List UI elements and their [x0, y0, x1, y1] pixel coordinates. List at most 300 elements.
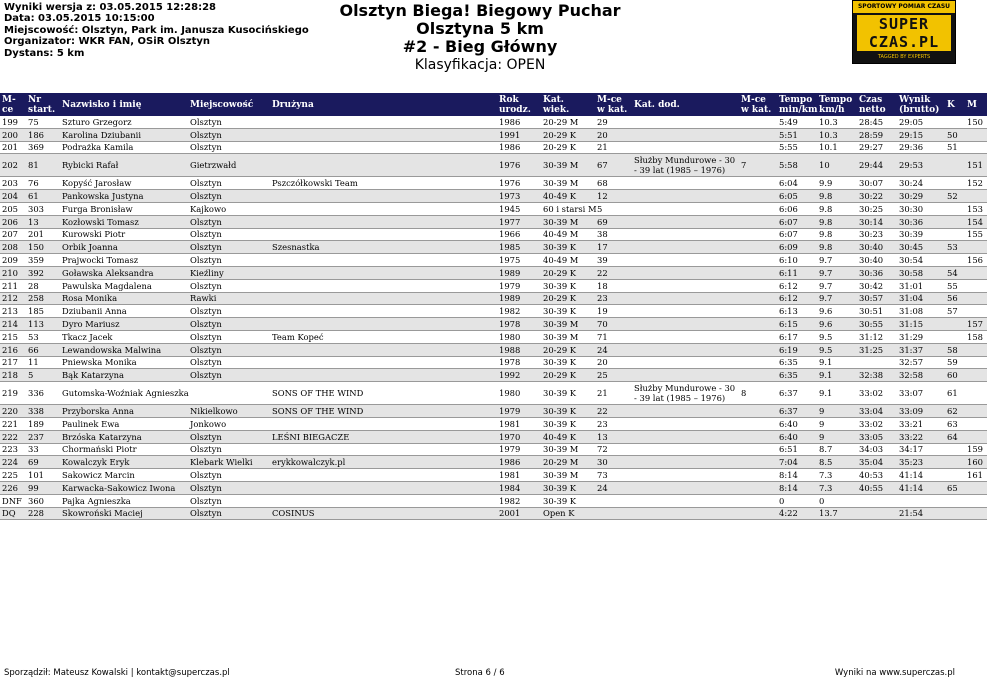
cell-men-place: [965, 190, 987, 203]
cell-net-time: 29:27: [857, 141, 897, 154]
cell-net-time: 34:03: [857, 443, 897, 456]
cell-age-category: 30-39 K: [541, 417, 595, 430]
cell-extra-category-place: [739, 305, 777, 318]
cell-net-time: 35:04: [857, 456, 897, 469]
col-category-place[interactable]: M-ce w kat.: [595, 93, 632, 116]
cell-men-place: [965, 494, 987, 507]
cell-category-place: 22: [595, 266, 632, 279]
cell-birth-year: 1980: [497, 330, 541, 343]
cell-extra-category: [632, 356, 739, 369]
cell-name: Furga Bronisław: [60, 202, 188, 215]
col-gross-time[interactable]: Wynik (brutto): [897, 93, 945, 116]
col-men-place[interactable]: M: [965, 93, 987, 116]
cell-place: 203: [0, 177, 26, 190]
cell-team: [270, 141, 497, 154]
table-row: [0, 456, 987, 469]
cell-place: 218: [0, 369, 26, 382]
cell-age-category: 20-29 K: [541, 292, 595, 305]
cell-extra-category-place: [739, 266, 777, 279]
cell-place: 214: [0, 318, 26, 331]
table-row: [0, 430, 987, 443]
cell-extra-category: [632, 456, 739, 469]
cell-age-category: 30-39 K: [541, 279, 595, 292]
cell-place: DNF: [0, 494, 26, 507]
table-row: [0, 254, 987, 267]
cell-city: Olsztyn: [188, 330, 270, 343]
cell-women-place: [945, 177, 965, 190]
cell-extra-category: [632, 292, 739, 305]
col-birth-year[interactable]: Rok urodz.: [497, 93, 541, 116]
cell-birth-year: 1966: [497, 228, 541, 241]
table-row: [0, 279, 987, 292]
cell-team: [270, 190, 497, 203]
cell-category-place: 21: [595, 382, 632, 405]
cell-women-place: 52: [945, 190, 965, 203]
cell-gross-time: [897, 494, 945, 507]
cell-men-place: 156: [965, 254, 987, 267]
cell-net-time: 33:02: [857, 382, 897, 405]
cell-gross-time: 41:14: [897, 469, 945, 482]
cell-city: Nikielkowo: [188, 405, 270, 418]
cell-extra-category-place: [739, 228, 777, 241]
cell-city: Rawki: [188, 292, 270, 305]
cell-name: Pankowska Justyna: [60, 190, 188, 203]
table-row: [0, 305, 987, 318]
table-row: [0, 356, 987, 369]
table-row: [0, 190, 987, 203]
cell-gross-time: 31:29: [897, 330, 945, 343]
cell-place: 224: [0, 456, 26, 469]
cell-extra-category-place: [739, 507, 777, 520]
cell-bib: 76: [26, 177, 60, 190]
cell-pace: 0: [777, 494, 817, 507]
table-row: [0, 228, 987, 241]
cell-age-category: 30-39 K: [541, 305, 595, 318]
col-speed[interactable]: Tempo km/h: [817, 93, 857, 116]
cell-men-place: [965, 141, 987, 154]
cell-pace: 5:55: [777, 141, 817, 154]
cell-gross-time: 30:39: [897, 228, 945, 241]
cell-net-time: 31:12: [857, 330, 897, 343]
cell-place: 200: [0, 128, 26, 141]
cell-pace: 6:40: [777, 417, 817, 430]
cell-bib: 99: [26, 481, 60, 494]
cell-gross-time: 35:23: [897, 456, 945, 469]
cell-net-time: 30:51: [857, 305, 897, 318]
logo-word-1: SUPER: [878, 15, 930, 33]
cell-place: 223: [0, 443, 26, 456]
cell-bib: 81: [26, 154, 60, 177]
cell-speed: 9.7: [817, 254, 857, 267]
cell-city: Olsztyn: [188, 228, 270, 241]
cell-name: Sakowicz Marcin: [60, 469, 188, 482]
cell-speed: 7.3: [817, 469, 857, 482]
cell-men-place: [965, 305, 987, 318]
cell-bib: 189: [26, 417, 60, 430]
cell-extra-category: [632, 405, 739, 418]
cell-gross-time: 30:36: [897, 215, 945, 228]
col-women-place[interactable]: K: [945, 93, 965, 116]
cell-age-category: 30-39 K: [541, 241, 595, 254]
cell-extra-category: [632, 369, 739, 382]
cell-women-place: [945, 215, 965, 228]
cell-age-category: 30-39 M: [541, 443, 595, 456]
cell-net-time: 40:55: [857, 481, 897, 494]
table-row: [0, 443, 987, 456]
event-location: Miejscowość: Olsztyn, Park im. Janusza Kusocińskiego: [4, 24, 309, 36]
cell-place: 216: [0, 343, 26, 356]
cell-category-place: 72: [595, 443, 632, 456]
cell-women-place: [945, 254, 965, 267]
table-row: [0, 266, 987, 279]
cell-extra-category: Służby Mundurowe - 30 - 39 lat (1985 – 1976): [632, 382, 739, 405]
page-number: Strona 6 / 6: [455, 668, 505, 678]
logo-wordmark: [857, 15, 951, 51]
cell-men-place: [965, 356, 987, 369]
cell-gross-time: 41:14: [897, 481, 945, 494]
table-row: [0, 382, 987, 405]
cell-age-category: 30-39 K: [541, 356, 595, 369]
cell-extra-category-place: [739, 405, 777, 418]
cell-city: Olsztyn: [188, 481, 270, 494]
cell-extra-category-place: [739, 343, 777, 356]
cell-birth-year: 1979: [497, 279, 541, 292]
cell-pace: 6:10: [777, 254, 817, 267]
cell-pace: 6:37: [777, 382, 817, 405]
cell-birth-year: 1981: [497, 417, 541, 430]
cell-speed: 9.7: [817, 266, 857, 279]
col-team[interactable]: Drużyna: [270, 93, 497, 116]
cell-city: Gietrzwałd: [188, 154, 270, 177]
cell-net-time: 30:40: [857, 254, 897, 267]
cell-city: Olsztyn: [188, 494, 270, 507]
table-row: [0, 417, 987, 430]
cell-category-place: 68: [595, 177, 632, 190]
cell-place: 222: [0, 430, 26, 443]
cell-speed: 9.8: [817, 228, 857, 241]
table-row: [0, 215, 987, 228]
cell-city: [188, 382, 270, 405]
table-row: [0, 128, 987, 141]
cell-age-category: 30-39 M: [541, 177, 595, 190]
cell-place: 220: [0, 405, 26, 418]
cell-gross-time: 33:21: [897, 417, 945, 430]
cell-name: Prajwocki Tomasz: [60, 254, 188, 267]
cell-women-place: 53: [945, 241, 965, 254]
cell-team: Pszczółkowski Team: [270, 177, 497, 190]
cell-pace: 6:17: [777, 330, 817, 343]
cell-city: Olsztyn: [188, 254, 270, 267]
cell-age-category: 30-39 M: [541, 469, 595, 482]
cell-women-place: [945, 456, 965, 469]
cell-women-place: [945, 330, 965, 343]
col-extra-category-place[interactable]: M-ce w kat.: [739, 93, 777, 116]
table-row: [0, 507, 987, 520]
cell-category-place: 69: [595, 215, 632, 228]
cell-place: 210: [0, 266, 26, 279]
cell-men-place: [965, 481, 987, 494]
cell-speed: 9.1: [817, 356, 857, 369]
cell-name: Przyborska Anna: [60, 405, 188, 418]
cell-speed: 9.7: [817, 279, 857, 292]
cell-city: Olsztyn: [188, 279, 270, 292]
cell-bib: 33: [26, 443, 60, 456]
cell-women-place: [945, 116, 965, 128]
col-place[interactable]: M-ce: [0, 93, 26, 116]
cell-city: Olsztyn: [188, 469, 270, 482]
cell-speed: 0: [817, 494, 857, 507]
cell-extra-category: [632, 128, 739, 141]
cell-birth-year: 1973: [497, 190, 541, 203]
cell-women-place: [945, 154, 965, 177]
cell-age-category: 20-29 M: [541, 116, 595, 128]
col-age-category[interactable]: Kat. wiek.: [541, 93, 595, 116]
cell-category-place: 22: [595, 405, 632, 418]
cell-city: Olsztyn: [188, 128, 270, 141]
cell-city: Olsztyn: [188, 215, 270, 228]
cell-birth-year: 1984: [497, 481, 541, 494]
cell-pace: 5:58: [777, 154, 817, 177]
cell-pace: 5:51: [777, 128, 817, 141]
cell-age-category: 30-39 K: [541, 481, 595, 494]
cell-speed: 9.8: [817, 202, 857, 215]
cell-extra-category-place: [739, 254, 777, 267]
cell-women-place: 55: [945, 279, 965, 292]
cell-category-place: 67: [595, 154, 632, 177]
table-row: [0, 141, 987, 154]
cell-age-category: Open K: [541, 507, 595, 520]
footer-website: Wyniki na www.superczas.pl: [834, 668, 955, 678]
cell-net-time: [857, 494, 897, 507]
cell-men-place: 158: [965, 330, 987, 343]
cell-category-place: 73: [595, 469, 632, 482]
cell-bib: 258: [26, 292, 60, 305]
cell-city: Olsztyn: [188, 177, 270, 190]
cell-team: [270, 279, 497, 292]
cell-speed: 9.5: [817, 343, 857, 356]
cell-bib: 303: [26, 202, 60, 215]
cell-men-place: [965, 279, 987, 292]
cell-category-place: 12: [595, 190, 632, 203]
cell-women-place: [945, 507, 965, 520]
cell-extra-category: [632, 190, 739, 203]
cell-extra-category-place: [739, 116, 777, 128]
cell-pace: 7:04: [777, 456, 817, 469]
cell-bib: 336: [26, 382, 60, 405]
cell-pace: 6:51: [777, 443, 817, 456]
cell-bib: 75: [26, 116, 60, 128]
cell-speed: 9.8: [817, 215, 857, 228]
logo-word-2: CZAS.PL: [868, 33, 940, 51]
cell-place: 212: [0, 292, 26, 305]
cell-team: COSINUS: [270, 507, 497, 520]
cell-city: Olsztyn: [188, 443, 270, 456]
cell-pace: 6:13: [777, 305, 817, 318]
table-row: [0, 405, 987, 418]
cell-team: [270, 417, 497, 430]
col-city[interactable]: Miejscowość: [188, 93, 270, 116]
cell-extra-category: [632, 443, 739, 456]
cell-extra-category-place: [739, 356, 777, 369]
cell-speed: 8.5: [817, 456, 857, 469]
cell-category-place: 23: [595, 292, 632, 305]
cell-speed: 9: [817, 405, 857, 418]
cell-extra-category: [632, 469, 739, 482]
cell-category-place: 24: [595, 343, 632, 356]
cell-age-category: 40-49 M: [541, 254, 595, 267]
col-net-time[interactable]: Czas netto: [857, 93, 897, 116]
cell-extra-category-place: 7: [739, 154, 777, 177]
cell-birth-year: 1989: [497, 266, 541, 279]
cell-men-place: [965, 507, 987, 520]
cell-place: 221: [0, 417, 26, 430]
cell-city: Kajkowo: [188, 202, 270, 215]
cell-speed: 9.6: [817, 305, 857, 318]
cell-speed: 10.1: [817, 141, 857, 154]
cell-men-place: 153: [965, 202, 987, 215]
cell-extra-category-place: [739, 430, 777, 443]
cell-place: 209: [0, 254, 26, 267]
cell-team: [270, 469, 497, 482]
cell-men-place: 150: [965, 116, 987, 128]
cell-city: Olsztyn: [188, 116, 270, 128]
cell-gross-time: 34:17: [897, 443, 945, 456]
cell-bib: 201: [26, 228, 60, 241]
cell-gross-time: 32:58: [897, 369, 945, 382]
cell-gross-time: 30:45: [897, 241, 945, 254]
cell-name: Pniewska Monika: [60, 356, 188, 369]
cell-team: [270, 343, 497, 356]
cell-name: Rosa Monika: [60, 292, 188, 305]
cell-city: Olsztyn: [188, 430, 270, 443]
cell-women-place: 63: [945, 417, 965, 430]
cell-net-time: 40:53: [857, 469, 897, 482]
cell-women-place: 58: [945, 343, 965, 356]
cell-place: DQ: [0, 507, 26, 520]
cell-age-category: 20-29 K: [541, 141, 595, 154]
cell-net-time: 30:42: [857, 279, 897, 292]
cell-women-place: 65: [945, 481, 965, 494]
cell-extra-category-place: [739, 215, 777, 228]
cell-extra-category-place: [739, 177, 777, 190]
event-date: Data: 03.05.2015 10:15:00: [4, 13, 155, 25]
cell-name: Lewandowska Malwina: [60, 343, 188, 356]
col-extra-category[interactable]: Kat. dod.: [632, 93, 739, 116]
table-row: [0, 369, 987, 382]
col-pace[interactable]: Tempo min/km: [779, 94, 818, 115]
cell-women-place: 57: [945, 305, 965, 318]
cell-bib: 61: [26, 190, 60, 203]
cell-pace: 4:22: [777, 507, 817, 520]
cell-pace: 5:49: [777, 116, 817, 128]
cell-pace: 6:12: [777, 279, 817, 292]
cell-women-place: 60: [945, 369, 965, 382]
cell-age-category: 20-29 M: [541, 456, 595, 469]
cell-bib: 66: [26, 343, 60, 356]
cell-women-place: 61: [945, 382, 965, 405]
cell-place: 213: [0, 305, 26, 318]
cell-team: LEŚNI BIEGACZE: [270, 430, 497, 443]
cell-name: Skowroński Maciej: [60, 507, 188, 520]
cell-bib: 369: [26, 141, 60, 154]
cell-city: Olsztyn: [188, 507, 270, 520]
cell-extra-category: [632, 507, 739, 520]
cell-women-place: 54: [945, 266, 965, 279]
cell-pace: 6:04: [777, 177, 817, 190]
col-name[interactable]: Nazwisko i imię: [60, 93, 188, 116]
cell-team: SONS OF THE WIND: [270, 382, 497, 405]
cell-name: Gutomska-Woźniak Agnieszka: [60, 382, 188, 405]
cell-category-place: 25: [595, 369, 632, 382]
cell-net-time: 30:25: [857, 202, 897, 215]
cell-name: Podrażka Kamila: [60, 141, 188, 154]
cell-name: Dyro Mariusz: [60, 318, 188, 331]
cell-team: [270, 292, 497, 305]
table-header-row: [0, 93, 987, 116]
cell-extra-category: [632, 116, 739, 128]
cell-pace: 6:35: [777, 369, 817, 382]
cell-pace: 6:07: [777, 215, 817, 228]
cell-speed: 10.3: [817, 128, 857, 141]
cell-pace: 6:37: [777, 405, 817, 418]
logo-tagline: SPORTOWY POMIAR CZASU: [853, 1, 955, 13]
cell-women-place: [945, 318, 965, 331]
cell-men-place: [965, 128, 987, 141]
cell-women-place: [945, 228, 965, 241]
cell-gross-time: 29:53: [897, 154, 945, 177]
cell-birth-year: 2001: [497, 507, 541, 520]
cell-city: Olsztyn: [188, 369, 270, 382]
cell-category-place: 71: [595, 330, 632, 343]
cell-extra-category-place: [739, 481, 777, 494]
cell-men-place: 159: [965, 443, 987, 456]
cell-extra-category-place: [739, 241, 777, 254]
cell-men-place: [965, 241, 987, 254]
cell-extra-category: [632, 481, 739, 494]
cell-speed: 13.7: [817, 507, 857, 520]
cell-age-category: 20-29 K: [541, 369, 595, 382]
cell-birth-year: 1970: [497, 430, 541, 443]
cell-women-place: 62: [945, 405, 965, 418]
cell-team: [270, 305, 497, 318]
cell-birth-year: 1979: [497, 405, 541, 418]
table-row: [0, 343, 987, 356]
cell-net-time: 30:22: [857, 190, 897, 203]
event-info: [4, 2, 309, 59]
cell-category-place: 20: [595, 128, 632, 141]
cell-extra-category: Służby Mundurowe - 30 - 39 lat (1985 – 1976): [632, 154, 739, 177]
cell-age-category: 40-49 K: [541, 430, 595, 443]
cell-bib: 13: [26, 215, 60, 228]
cell-extra-category: [632, 141, 739, 154]
cell-birth-year: 1985: [497, 241, 541, 254]
table-row: [0, 116, 987, 128]
results-body: [0, 116, 987, 520]
cell-birth-year: 1991: [497, 128, 541, 141]
cell-extra-category-place: [739, 469, 777, 482]
cell-pace: 6:19: [777, 343, 817, 356]
cell-name: Pawulska Magdalena: [60, 279, 188, 292]
cell-extra-category: [632, 305, 739, 318]
table-row: [0, 202, 987, 215]
cell-net-time: 33:04: [857, 405, 897, 418]
cell-birth-year: 1945: [497, 202, 541, 215]
cell-pace: 6:09: [777, 241, 817, 254]
cell-extra-category: [632, 241, 739, 254]
col-bib[interactable]: Nr start.: [26, 93, 60, 116]
cell-gross-time: 29:36: [897, 141, 945, 154]
cell-gross-time: 31:08: [897, 305, 945, 318]
